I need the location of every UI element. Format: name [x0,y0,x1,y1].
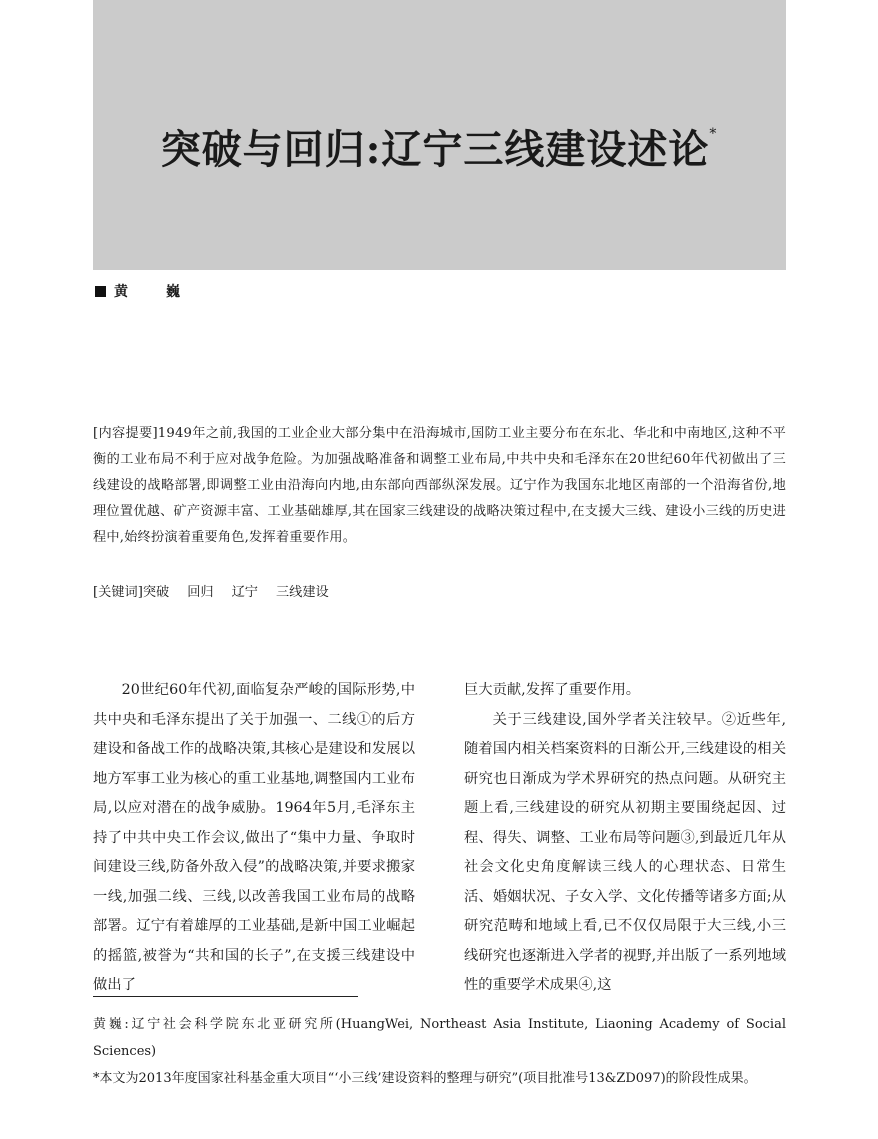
title-footnote-mark: * [709,126,718,142]
footnote-author-affiliation: 黄巍:辽宁社会科学院东北亚研究所(HuangWei, Northeast Asia Institute, Liaoning Academy of Social Sciences) [93,1017,786,1059]
footnotes [93,1011,786,1092]
keyword: 突破 [142,585,170,600]
body-paragraph: 关于三线建设,国外学者关注较早。②近些年,随着国内相关档案资料的日渐公开,三线建设的相关研究也日渐成为学术界研究的热点问题。从研究主题上看,三线建设的研究从初期主要围绕起因、过程、得失、调整、工业布局等问题③,到最近几年从社会文化史角度解读三线人的心理状态、日常生活、婚姻状况、子女入学、文化传播等诸多方面;从研究范畴和地域上看,已不仅仅局限于大三线,小三线研究也逐渐进入学者的视野,并出版了一系列地域性的重要学术成果④,这 [464,711,786,993]
author-name: 黄 巍 [114,284,192,300]
body-paragraph: 巨大贡献,发挥了重要作用。 [464,682,641,698]
keyword: 辽宁 [231,585,258,600]
body-column-right [464,676,786,1001]
keyword: 三线建设 [275,585,329,600]
footnote-funding: *本文为2013年度国家社科基金重大项目“‘小三线’建设资料的整理与研究”(项目批准号13&ZD097)的阶段性成果。 [93,1071,757,1086]
keywords [93,580,786,606]
article-title [0,118,878,175]
article-title-text: 突破与回归:辽宁三线建设述论 [160,126,710,173]
abstract: [内容提要]1949年之前,我国的工业企业大部分集中在沿海城市,国防工业主要分布在东北、华北和中南地区,这种不平衡的工业布局不利于应对战争危险。为加强战略准备和调整工业布局,中共中央和毛泽东在20世纪60年代初做出了三线建设的战略部署,即调整工业由沿海向内地,由东部向西部纵深发展。辽宁作为我国东北地区南部的一个沿海省份,地理位置优越、矿产资源丰富、工业基础雄厚,其在国家三线建设的战略决策过程中,在支援大三线、建设小三线的历史进程中,始终扮演着重要角色,发挥着重要作用。 [93,426,786,545]
keyword: 回归 [187,585,214,600]
keywords-label: [关键词] [93,585,143,600]
body-paragraph: 20世纪60年代初,面临复杂严峻的国际形势,中共中央和毛泽东提出了关于加强一、二线①的后方建设和备战工作的战略决策,其核心是建设和发展以地方军事工业为核心的重工业基地,调整国内工业布局,以应对潜在的战争威胁。1964年5月,毛泽东主持了中共中央工作会议,做出了“集中力量、争取时间建设三线,防备外敌入侵”的战略决策,并要求搬家一线,加强二线、三线,以改善我国工业布局的战略部署。辽宁有着雄厚的工业基础,是新中国工业崛起的摇篮,被誉为“共和国的长子”,在支援三线建设中做出了 [93,682,415,993]
footnote-divider [93,996,358,997]
body-column-left [93,676,415,1001]
author-line [95,281,192,301]
square-bullet-icon [95,286,106,297]
